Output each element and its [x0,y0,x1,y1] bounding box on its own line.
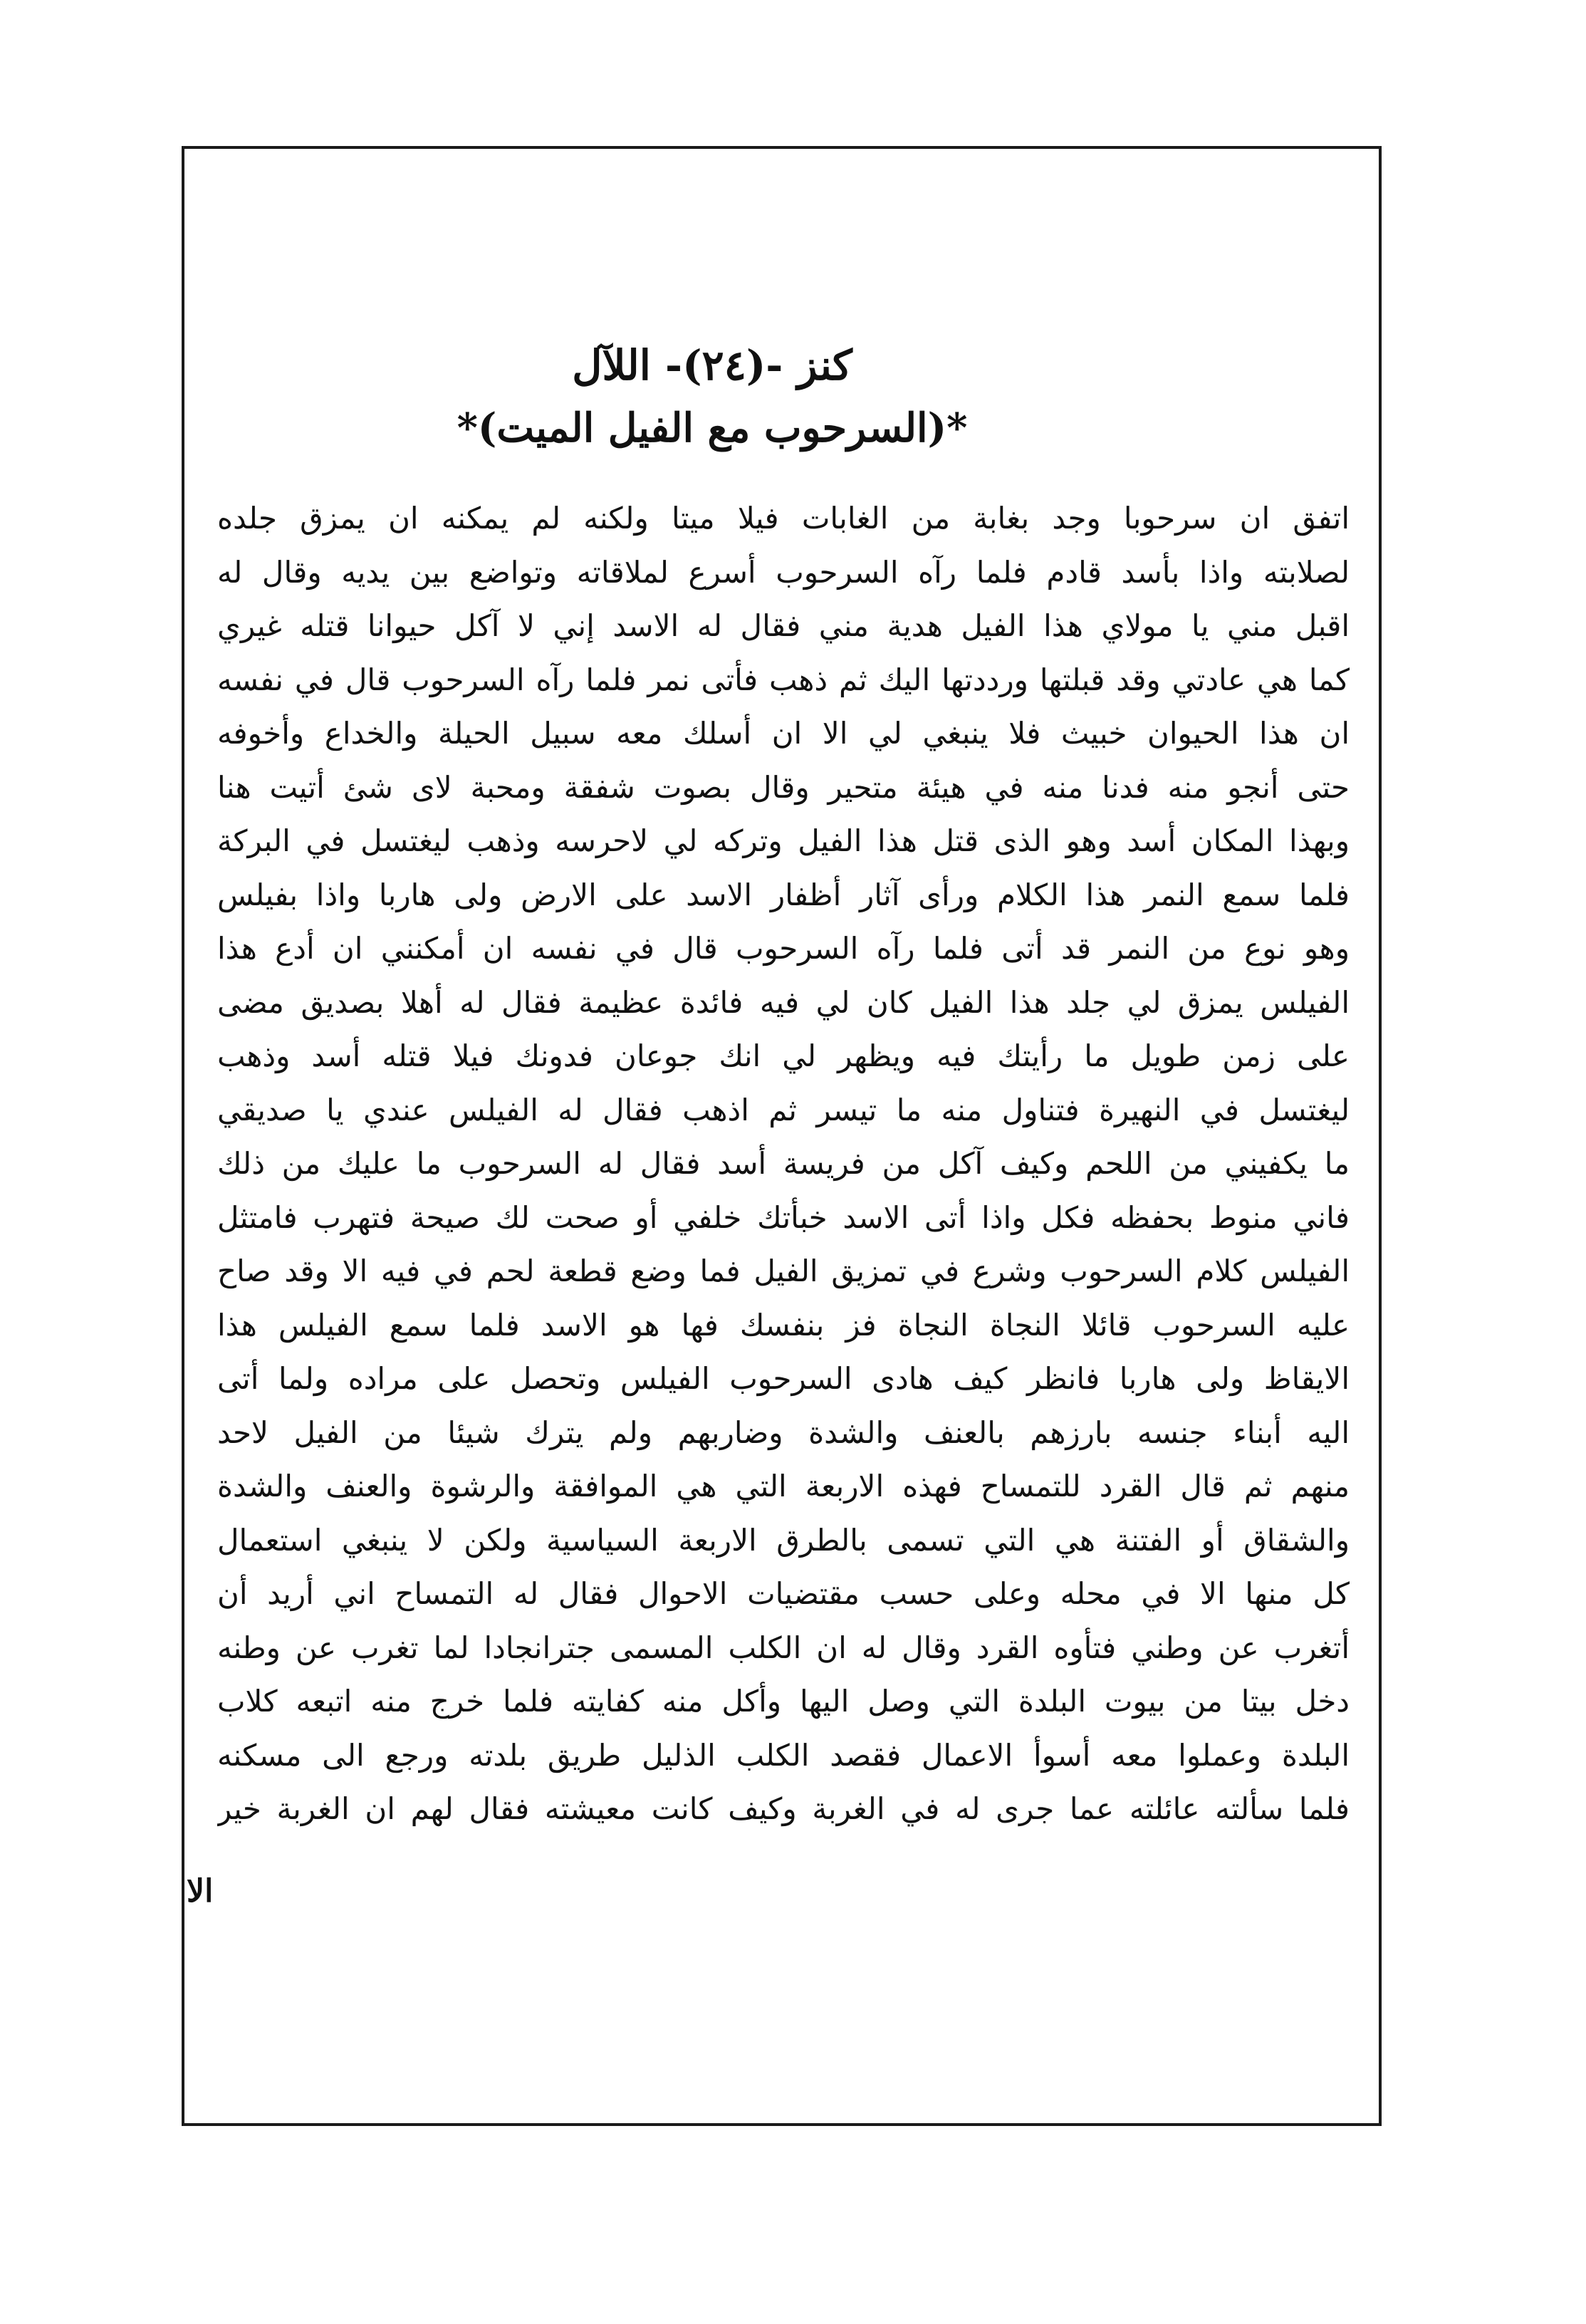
text-line: اتفق ان سرحوبا وجد بغابة من الغابات فيلا ميتا ولكنه لم يمكنه ان يمزق جلده [217,501,1350,536]
text-line: فلما سمع النمر هذا الكلام ورأى آثار أظفار الاسد على الارض ولى هاربا واذا بفيلس [217,877,1350,912]
text-line: والشقاق أو الفتنة هي التي تسمى بالطرق الاربعة السياسية ولكن لا ينبغي استعمال [217,1522,1350,1558]
text-line: البلدة وعملوا معه أسوأ الاعمال فقصد الكلب الذليل طريق بلدته ورجع الى مسكنه [217,1737,1350,1773]
text-line: كل منها الا في محله وعلى حسب مقتضيات الاحوال فقال له التمساح اني أريد أن [217,1576,1350,1611]
page-header [427,335,997,460]
text-line: الفيلس يمزق لي جلد هذا الفيل كان لي فيه فائدة عظيمة فقال له أهلا بصديق مضى [217,984,1350,1020]
text-line: فلما سألته عائلته عما جرى له في الغربة وكيف كانت معيشته فقال لهم ان الغربة خير [217,1791,1350,1826]
text-line: أتغرب عن وطني فتأوه القرد وقال له ان الكلب المسمى جترانجادا لما تغرب عن وطنه [217,1630,1350,1665]
section-title: كنز -(٢٤)- اللآل [572,341,852,390]
text-line: فاني منوط بحفظه فكل واذا أتى الاسد خبأتك خلفي أو صحت لك صيحة فتهرب فامتثل [217,1199,1350,1235]
text-line: ان هذا الحيوان خبيث فلا ينبغي لي الا ان أسلك معه سبيل الحيلة والخداع وأخوفه [217,716,1350,751]
text-line: حتى أنجو منه فدنا منه في هيئة متحير وقال بصوت شفقة ومحبة لاى شئ أتيت هنا [217,769,1350,805]
text-line: وهو نوع من النمر قد أتى فلما رآه السرحوب قال في نفسه ان أمكنني ان أدع هذا [217,931,1350,966]
text-line: على زمن طويل ما رأيتك فيه ويظهر لي انك جوعان فدونك فيلا قتله أسد وذهب [217,1038,1350,1073]
text-line: منهم ثم قال القرد للتمساح فهذه الاربعة التي هي الموافقة والرشوة والعنف والشدة [217,1469,1350,1504]
body-text [217,491,1350,1836]
text-line: اليه أبناء جنسه بارزهم بالعنف والشدة وضاربهم ولم يترك شيئا من الفيل لاحد [217,1414,1350,1450]
story-title: *(السرحوب مع الفيل الميت)* [457,405,968,452]
text-line: عليه السرحوب قائلا النجاة النجاة فز بنفسك فها هو الاسد فلما سمع الفيلس هذا [217,1307,1350,1343]
catchword: الا [187,1873,214,1909]
text-line: الايقاظ ولى هاربا فانظر كيف هادى السرحوب الفيلس وتحصل على مراده ولما أتى [217,1361,1350,1396]
text-line: اقبل مني يا مولاي هذا الفيل هدية مني فقال له الاسد إني لا آكل حيوانا قتله غيري [217,608,1350,643]
text-line: الفيلس كلام السرحوب وشرع في تمزيق الفيل فما وضع قطعة لحم في فيه الا وقد صاح [217,1254,1350,1288]
text-line: لصلابته واذا بأسد قادم فلما رآه السرحوب أسرع لملاقاته وتواضع بين يديه وقال له [217,554,1350,590]
text-line: وبهذا المكان أسد وهو الذى قتل هذا الفيل وتركه لي لاحرسه وذهب ليغتسل في البركة [217,823,1350,858]
text-line: ما يكفيني من اللحم وكيف آكل من فريسة أسد فقال له السرحوب ما عليك من ذلك [217,1146,1350,1181]
text-line: كما هي عادتي وقد قبلتها ورددتها اليك ثم ذهب فأتى نمر فلما رآه السرحوب قال في نفسه [217,662,1350,697]
text-line: ليغتسل في النهيرة فتناول منه ما تيسر ثم اذهب فقال له الفيلس عندي يا صديقي [217,1092,1350,1127]
text-line: دخل بيتا من بيوت البلدة التي وصل اليها وأكل منه كفايته فلما خرج منه اتبعه كلاب [217,1684,1350,1719]
